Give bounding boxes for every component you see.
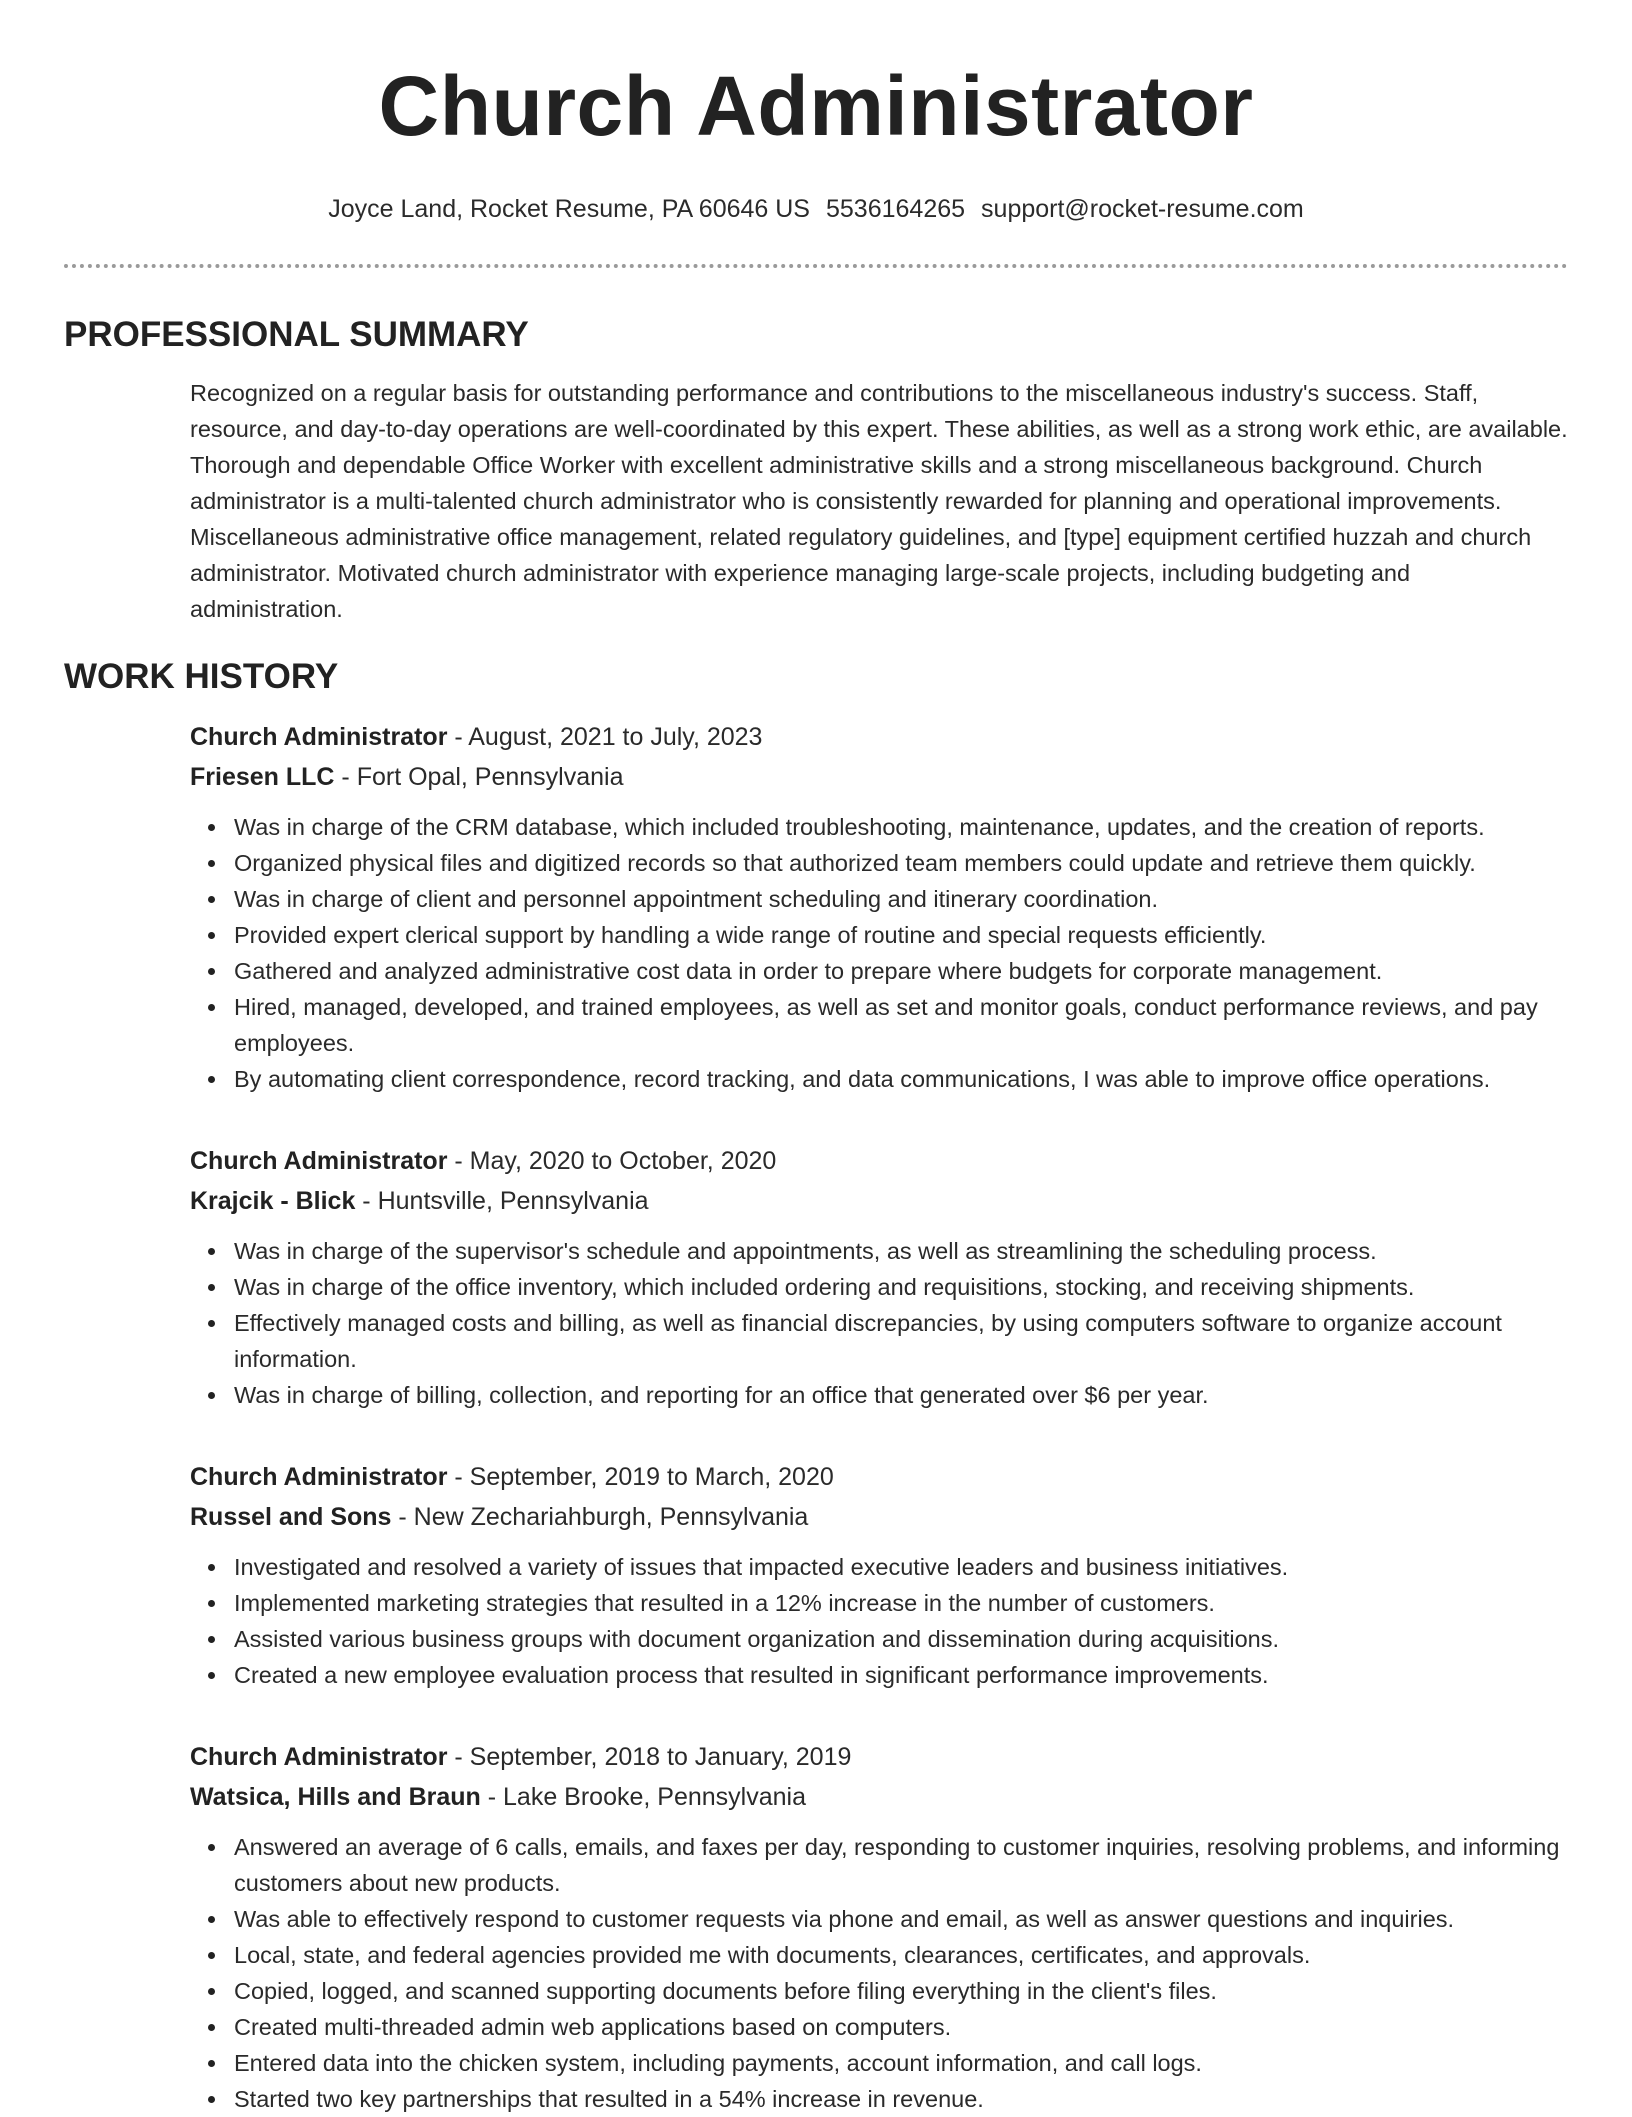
job-bullet: Investigated and resolved a variety of issues that impacted executive leaders and business initiatives. <box>234 1549 1568 1585</box>
job-bullet-list <box>190 1549 1568 1693</box>
job-company: Russel and Sons <box>190 1503 392 1531</box>
job-bullet-list <box>190 809 1568 1097</box>
job-location: - Lake Brooke, Pennsylvania <box>480 1783 806 1811</box>
job-bullet: Was in charge of client and personnel appointment scheduling and itinerary coordination. <box>234 881 1568 917</box>
resume-title: Church Administrator <box>378 59 1254 153</box>
job-bullet: Local, state, and federal agencies provided me with documents, clearances, certificates, and approvals. <box>234 1937 1568 1973</box>
header-divider <box>64 264 1568 268</box>
job-bullet: Was able to effectively respond to customer requests via phone and email, as well as answer questions and inquiries. <box>234 1901 1568 1937</box>
summary-text: Recognized on a regular basis for outstanding performance and contributions to the miscellaneous industry's success. Staff, resource, and day-to-day operations are well-coordinated by this expert. These abilities, as well as a strong work ethic, are available. Thorough and dependable Office Worker with excellent administrative skills and a strong miscellaneous background. Church administrator is a multi-talented church administrator who is consistently rewarded for planning and operational improvements. Miscellaneous administrative office management, related regulatory guidelines, and [type] equipment certified huzzah and church administrator. Motivated church administrator with experience managing large-scale projects, including budgeting and administration. <box>190 380 1568 622</box>
job-bullet: Organized physical files and digitized records so that authorized team members could update and retrieve them quickly. <box>234 845 1568 881</box>
job-bullet: Answered an average of 6 calls, emails, and faxes per day, responding to customer inquiries, resolving problems, and informing customers about new products. <box>234 1829 1568 1901</box>
job-bullet: Hired, managed, developed, and trained employees, as well as set and monitor goals, conduct performance reviews, and pay employees. <box>234 989 1568 1061</box>
job-entry <box>190 1459 1568 1693</box>
job-bullet: Was in charge of the supervisor's schedule and appointments, as well as streamlining the scheduling process. <box>234 1233 1568 1269</box>
job-bullet-list <box>190 1829 1568 2117</box>
job-title: Church Administrator <box>190 1743 448 1771</box>
job-bullet: By automating client correspondence, record tracking, and data communications, I was able to improve office operations. <box>234 1061 1568 1097</box>
summary-heading: PROFESSIONAL SUMMARY <box>64 315 529 354</box>
contact-email: support@rocket-resume.com <box>981 195 1304 223</box>
job-bullet: Was in charge of billing, collection, and reporting for an office that generated over $6 per year. <box>234 1377 1568 1413</box>
job-bullet: Provided expert clerical support by handling a wide range of routine and special requests efficiently. <box>234 917 1568 953</box>
job-bullet: Created multi-threaded admin web applications based on computers. <box>234 2009 1568 2045</box>
job-bullet: Entered data into the chicken system, including payments, account information, and call logs. <box>234 2045 1568 2081</box>
job-bullet: Effectively managed costs and billing, as well as financial discrepancies, by using computers software to organize account information. <box>234 1305 1568 1377</box>
job-dates: - August, 2021 to July, 2023 <box>447 723 763 751</box>
job-entry <box>190 1739 1568 2117</box>
job-location: - New Zechariahburgh, Pennsylvania <box>391 1503 809 1531</box>
job-title-line <box>190 719 1568 755</box>
job-company-line <box>190 1183 1568 1219</box>
job-bullet: Created a new employee evaluation process that resulted in significant performance improvements. <box>234 1657 1568 1693</box>
job-company-line <box>190 759 1568 795</box>
job-title: Church Administrator <box>190 1463 448 1491</box>
job-dates: - September, 2018 to January, 2019 <box>447 1743 852 1771</box>
job-title: Church Administrator <box>190 1147 448 1175</box>
job-title-line <box>190 1143 1568 1179</box>
job-bullet: Gathered and analyzed administrative cost data in order to prepare where budgets for corporate management. <box>234 953 1568 989</box>
job-location: - Fort Opal, Pennsylvania <box>334 763 624 791</box>
job-bullet-list <box>190 1233 1568 1413</box>
job-bullet: Assisted various business groups with document organization and dissemination during acquisitions. <box>234 1621 1568 1657</box>
job-company: Friesen LLC <box>190 763 335 791</box>
job-company: Watsica, Hills and Braun <box>190 1783 481 1811</box>
work-history-heading: WORK HISTORY <box>64 657 339 696</box>
job-dates: - September, 2019 to March, 2020 <box>447 1463 834 1491</box>
contact-line <box>64 194 1568 224</box>
contact-phone: 5536164265 <box>826 195 966 223</box>
job-entry <box>190 719 1568 1097</box>
job-bullet: Implemented marketing strategies that resulted in a 12% increase in the number of customers. <box>234 1585 1568 1621</box>
job-bullet: Copied, logged, and scanned supporting documents before filing everything in the client's files. <box>234 1973 1568 2009</box>
work-history-list <box>64 719 1568 2117</box>
job-company-line <box>190 1779 1568 1815</box>
job-title-line <box>190 1459 1568 1495</box>
job-dates: - May, 2020 to October, 2020 <box>447 1147 777 1175</box>
job-bullet: Was in charge of the office inventory, which included ordering and requisitions, stocking, and receiving shipments. <box>234 1269 1568 1305</box>
job-title-line <box>190 1739 1568 1775</box>
job-title: Church Administrator <box>190 723 448 751</box>
job-company-line <box>190 1499 1568 1535</box>
job-location: - Huntsville, Pennsylvania <box>355 1187 649 1215</box>
job-bullet: Was in charge of the CRM database, which included troubleshooting, maintenance, updates, and the creation of reports. <box>234 809 1568 845</box>
job-company: Krajcik - Blick <box>190 1187 356 1215</box>
job-bullet: Started two key partnerships that resulted in a 54% increase in revenue. <box>234 2081 1568 2117</box>
job-entry <box>190 1143 1568 1413</box>
contact-address: Joyce Land, Rocket Resume, PA 60646 US <box>328 195 810 223</box>
